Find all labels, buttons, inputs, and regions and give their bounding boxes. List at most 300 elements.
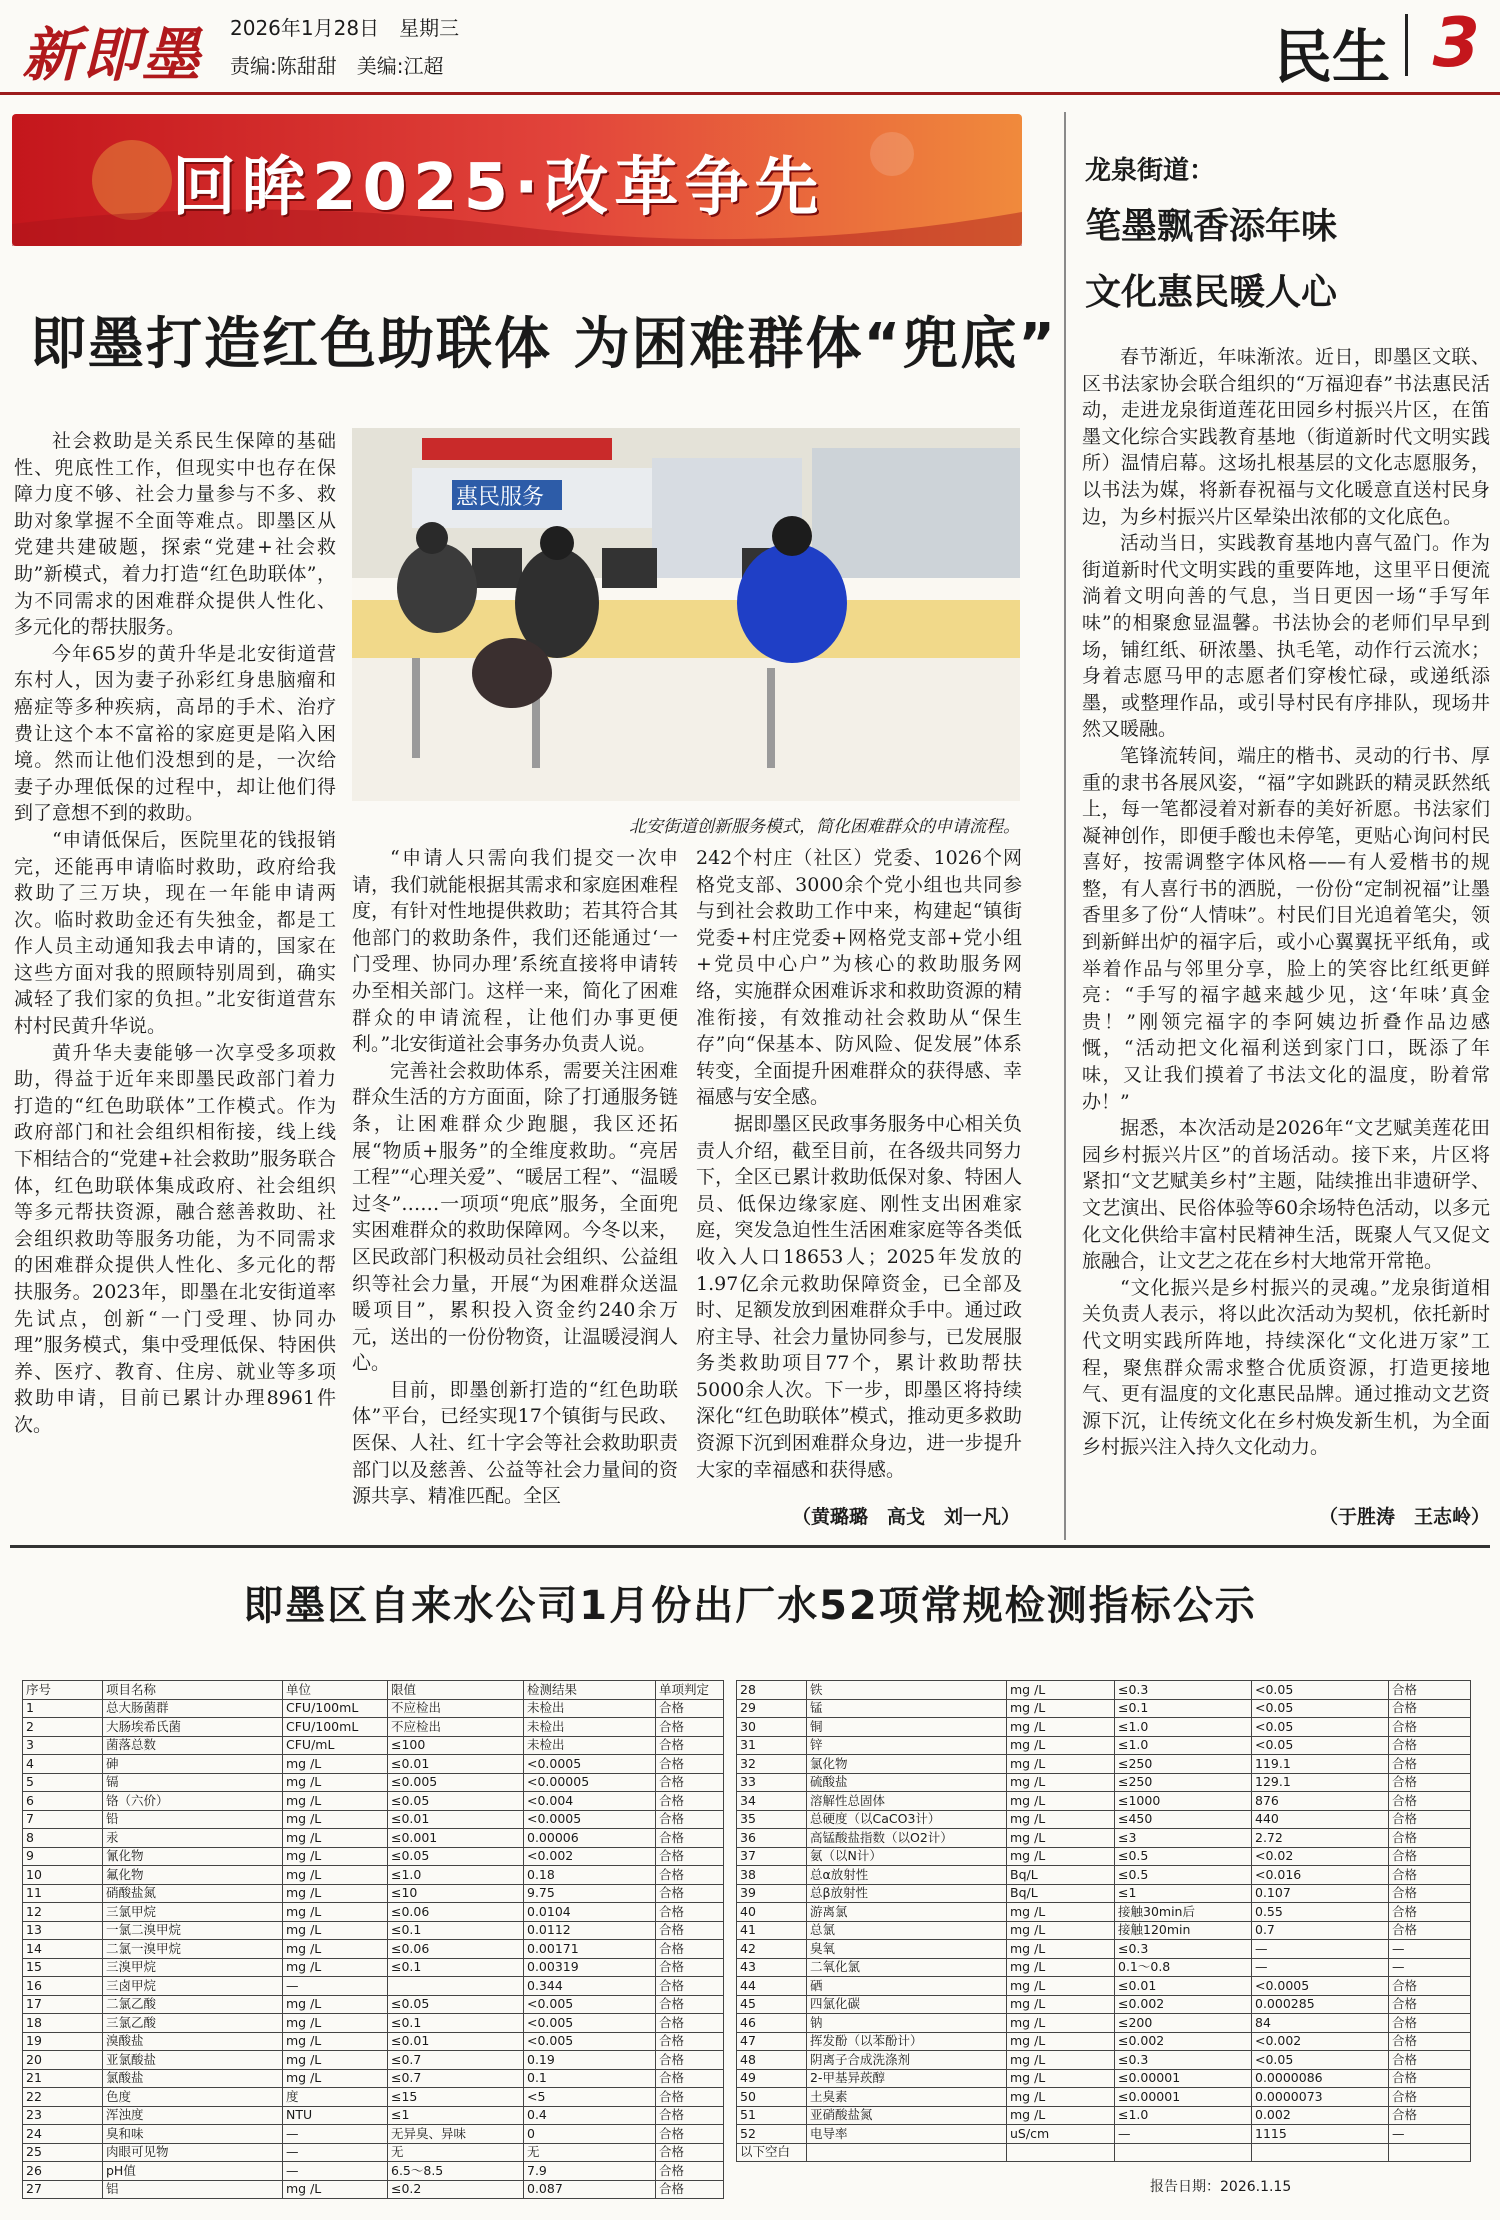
table-cell: ≤0.1 [388,1921,524,1940]
table-cell: <0.0005 [524,1810,656,1829]
table-row [737,2051,1471,2070]
table-cell: 13 [23,1921,103,1940]
water-table-left [22,1680,724,2199]
table-row [23,1921,724,1940]
table-cell: 5 [23,1773,103,1792]
table-cell: 色度 [103,2088,283,2107]
table-cell: <0.002 [524,1847,656,1866]
table-cell: mg /L [283,1829,388,1848]
table-cell: mg /L [1007,1755,1115,1774]
table-cell: 合格 [1389,1736,1471,1755]
table-cell: mg /L [1007,1681,1115,1700]
table-cell: 119.1 [1252,1755,1389,1774]
table-cell: 35 [737,1810,807,1829]
table-cell: <0.005 [524,2014,656,2033]
main-article-column-3 [696,845,1022,1483]
table-cell: 三溴甲烷 [103,1958,283,1977]
table-cell: ≤3 [1115,1829,1252,1848]
table-cell: 硝酸盐氮 [103,1884,283,1903]
paragraph: 社会救助是关系民生保障的基础性、兜底性工作，但现实中也存在保障力度不够、社会力量参与不多、救助对象掌握不全面等难点。即墨区从党建共建破题，探索“党建+社会救助”新模式，着力打造“红色助联体”，为不同需求的困难群众提供人性化、多元化的帮扶服务。 [14,430,336,639]
table-cell: 合格 [1389,1884,1471,1903]
table-row [737,1995,1471,2014]
table-cell: 48 [737,2051,807,2070]
table-cell: 总大肠菌群 [103,1699,283,1718]
table-cell: ≤100 [388,1736,524,1755]
table-row [737,1699,1471,1718]
table-cell: 镉 [103,1773,283,1792]
table-cell: ≤0.01 [388,2032,524,2051]
paragraph: “申请人只需向我们提交一次申请，我们就能根据其需求和家庭困难程度，有针对性地提供救助；若其符合其他部门的救助条件，我们还能通过‘一门受理、协同办理’系统直接将申请转办至相关部门。这样一来，简化了困难群众的申请流程，让他们办事更便利。”北安街道社会事务办负责人说。 [352,847,678,1056]
table-cell: <0.00005 [524,1773,656,1792]
table-cell: 440 [1252,1810,1389,1829]
table-cell: 15 [23,1958,103,1977]
table-cell: 高锰酸盐指数（以O2计） [807,1829,1007,1848]
water-quality-table-right [736,1680,1471,2162]
table-cell [1389,2143,1471,2162]
table-cell: 20 [23,2051,103,2070]
table-cell: 合格 [1389,2088,1471,2107]
table-cell: 合格 [656,1773,724,1792]
table-row [23,2032,724,2051]
table-cell: ≤0.05 [388,1847,524,1866]
table-cell: ≤1.0 [1115,2106,1252,2125]
table-row [737,1921,1471,1940]
table-cell: 合格 [1389,1755,1471,1774]
table-cell: 合格 [1389,1847,1471,1866]
table-cell: 合格 [1389,1681,1471,1700]
table-cell: CFU/100mL [283,1718,388,1737]
table-cell: 25 [23,2143,103,2162]
paragraph: 完善社会救助体系，需要关注困难群众生活的方方面面，除了打通服务链条，让困难群众少跑腿，我区还拓展“物质+服务”的全维度救助。“亮居工程”“心理关爱”、“暖居工程”、“温暖过冬”……一项项“兜底”服务，全面兜实困难群众的救助保障网。今冬以来，区民政部门积极动员社会组织、公益组织等社会力量，开展“为困难群众送温暖项目”，累积投入资金约240余万元，送出的一份份物资，让温暖浸润人心。 [352,1059,678,1375]
table-cell: mg /L [1007,2069,1115,2088]
table-cell: 三卤甲烷 [103,1977,283,1996]
table-cell: 合格 [1389,1773,1471,1792]
table-row [737,1773,1471,1792]
table-cell: ≤0.3 [1115,2051,1252,2070]
table-cell: 45 [737,1995,807,2014]
table-cell: ≤250 [1115,1773,1252,1792]
table-cell: 未检出 [524,1699,656,1718]
table-row [23,1847,724,1866]
table-cell: 0 [524,2125,656,2144]
table-cell: 砷 [103,1755,283,1774]
table-cell: 47 [737,2032,807,2051]
table-cell: 0.1 [524,2069,656,2088]
table-cell: ≤0.01 [388,1810,524,1829]
table-cell: CFU/100mL [283,1699,388,1718]
table-cell: 9 [23,1847,103,1866]
table-cell: NTU [283,2106,388,2125]
table-cell: ≤0.00001 [1115,2088,1252,2107]
table-cell: 合格 [1389,1977,1471,1996]
table-cell: 28 [737,1681,807,1700]
table-cell: Bq/L [1007,1884,1115,1903]
table-cell: 合格 [1389,2106,1471,2125]
main-headline: 即墨打造红色助联体 为困难群体“兜底” [30,312,1058,377]
table-row [23,1773,724,1792]
table-cell: mg /L [1007,1736,1115,1755]
table-cell: <0.05 [1252,1736,1389,1755]
table-cell: 铁 [807,1681,1007,1700]
table-cell: — [1115,2125,1252,2144]
table-cell: mg /L [1007,2032,1115,2051]
table-cell: 合格 [656,1940,724,1959]
table-cell: <0.016 [1252,1866,1389,1885]
banner-title: 回眸2025·改革争先 [172,151,825,225]
table-cell: 12 [23,1903,103,1922]
table-cell: — [1252,1958,1389,1977]
table-cell: 37 [737,1847,807,1866]
side-article-title-line-1: 笔墨飘香添年味 [1085,206,1338,247]
table-cell: 铝 [103,2180,283,2199]
table-cell: 46 [737,2014,807,2033]
table-cell: ≤1.0 [388,1866,524,1885]
table-cell: 30 [737,1718,807,1737]
table-cell: 876 [1252,1792,1389,1811]
table-row [737,2032,1471,2051]
table-row [23,2143,724,2162]
table-cell: mg /L [1007,1921,1115,1940]
table-cell: ≤0.002 [1115,2032,1252,2051]
main-article-column-1 [14,428,336,1439]
table-cell: 0.002 [1252,2106,1389,2125]
table-cell: 6 [23,1792,103,1811]
report-date: 报告日期：2026.1.15 [1150,2179,1292,2195]
table-cell: ≤0.1 [1115,1699,1252,1718]
table-cell: 总氯 [807,1921,1007,1940]
table-cell: 0.55 [1252,1903,1389,1922]
table-cell: 合格 [656,2180,724,2199]
table-cell: ≤0.001 [388,1829,524,1848]
table-row [737,1681,1471,1700]
table-cell: 3 [23,1736,103,1755]
table-cell: 合格 [656,1736,724,1755]
table-cell: 总β放射性 [807,1884,1007,1903]
table-cell: 0.087 [524,2180,656,2199]
table-cell: ≤0.01 [388,1755,524,1774]
table-cell: 二氯一溴甲烷 [103,1940,283,1959]
table-cell: <0.005 [524,1995,656,2014]
table-cell: 合格 [656,1995,724,2014]
photo-illustration [352,428,1020,801]
table-row [737,1940,1471,1959]
table-cell: mg /L [1007,2106,1115,2125]
table-row [23,2014,724,2033]
side-article-body [1082,344,1490,1461]
table-cell: 汞 [103,1829,283,1848]
table-cell: ≤250 [1115,1755,1252,1774]
table-cell: 合格 [656,2106,724,2125]
table-cell: 合格 [656,1699,724,1718]
table-cell: 合格 [656,1977,724,1996]
table-cell: 29 [737,1699,807,1718]
table-cell: 无 [388,2143,524,2162]
table-cell: — [283,2162,388,2181]
table-cell: 18 [23,2014,103,2033]
table-cell: 电导率 [807,2125,1007,2144]
table-cell: 溶解性总固体 [807,1792,1007,1811]
table-cell: ≤0.1 [388,1958,524,1977]
page-header [0,0,1500,95]
table-cell: 合格 [656,2125,724,2144]
table-cell: 游离氯 [807,1903,1007,1922]
table-cell: mg /L [1007,1977,1115,1996]
paragraph: 目前，即墨创新打造的“红色助联体”平台，已经实现17个镇街与民政、医保、人社、红十字会等社会救助职责部门以及慈善、公益等社会力量间的资源共享、精准匹配。全区 [352,1378,678,1508]
side-article-title-line-2: 文化惠民暖人心 [1085,272,1338,313]
table-cell: 19 [23,2032,103,2051]
table-cell: 1115 [1252,2125,1389,2144]
table-cell: 挥发酚（以苯酚计） [807,2032,1007,2051]
table-cell: 二氧化氯 [807,1958,1007,1977]
table-row [23,2051,724,2070]
table-cell: 土臭素 [807,2088,1007,2107]
table-cell: 合格 [656,1810,724,1829]
table-row [23,2162,724,2181]
table-cell: 阴离子合成洗涤剂 [807,2051,1007,2070]
table-cell: 27 [23,2180,103,2199]
water-table-right [736,1680,1471,2162]
table-cell: 38 [737,1866,807,1885]
table-row [23,2180,724,2199]
table-cell: 2 [23,1718,103,1737]
table-row [737,1866,1471,1885]
table-cell: 49 [737,2069,807,2088]
table-cell: <0.0005 [524,1755,656,1774]
table-cell: 三氯乙酸 [103,2014,283,2033]
table-cell: <0.05 [1252,2051,1389,2070]
table-cell: 合格 [656,2032,724,2051]
table-cell: <5 [524,2088,656,2107]
table-cell: 检测结果 [524,1681,656,1700]
table-cell: pH值 [103,2162,283,2181]
table-cell: 单位 [283,1681,388,1700]
table-row [23,1829,724,1848]
table-row [23,1995,724,2014]
table-cell: 0.0000073 [1252,2088,1389,2107]
table-cell: 臭和味 [103,2125,283,2144]
table-cell: 度 [283,2088,388,2107]
table-cell: ≤15 [388,2088,524,2107]
table-cell: ≤0.00001 [1115,2069,1252,2088]
photo-sign-text: 惠民服务 [456,485,545,510]
table-cell: 合格 [656,1792,724,1811]
table-cell: — [283,2143,388,2162]
table-cell: 菌落总数 [103,1736,283,1755]
paragraph: “文化振兴是乡村振兴的灵魂。”龙泉街道相关负责人表示，将以此次活动为契机，依托新时代文明实践所阵地，持续深化“文化进万家”工程，聚焦群众需求整合优质资源，打造更接地气、更有温度的文化惠民品牌。通过推动文艺资源下沉，让传统文化在乡村焕发新生机，为全面乡村振兴注入持久文化动力。 [1082,1276,1490,1459]
table-cell: mg /L [283,1866,388,1885]
section-divider-rule [10,1545,1490,1548]
table-cell: 23 [23,2106,103,2125]
table-cell: <0.05 [1252,1718,1389,1737]
table-cell: 52 [737,2125,807,2144]
table-cell: 6.5～8.5 [388,2162,524,2181]
table-cell: — [283,2125,388,2144]
table-cell: ≤200 [1115,2014,1252,2033]
table-cell: mg /L [1007,2088,1115,2107]
table-row [23,1866,724,1885]
table-cell: 硒 [807,1977,1007,1996]
table-row [737,2106,1471,2125]
table-cell: mg /L [283,2014,388,2033]
table-cell: ≤0.7 [388,2051,524,2070]
table-cell: — [1252,1940,1389,1959]
table-cell: 0.00171 [524,1940,656,1959]
table-cell: 单项判定 [656,1681,724,1700]
table-cell: ≤0.3 [1115,1681,1252,1700]
table-cell: mg /L [1007,1699,1115,1718]
table-cell: <0.004 [524,1792,656,1811]
main-article-column-2 [352,845,678,1510]
table-cell: 合格 [656,1903,724,1922]
table-cell: mg /L [283,1958,388,1977]
table-row [23,1940,724,1959]
table-row [23,2088,724,2107]
table-cell: ≤450 [1115,1810,1252,1829]
table-cell: ≤1 [1115,1884,1252,1903]
table-cell: 32 [737,1755,807,1774]
table-cell: 浑浊度 [103,2106,283,2125]
table-cell: 合格 [1389,1718,1471,1737]
table-cell: 合格 [656,1847,724,1866]
main-article-byline: （黄璐璐 高戈 刘一凡） [791,1506,1020,1528]
table-cell: uS/cm [1007,2125,1115,2144]
table-cell: 33 [737,1773,807,1792]
table-cell: 合格 [656,2162,724,2181]
table-cell: <0.002 [1252,2032,1389,2051]
paragraph: 活动当日，实践教育基地内喜气盈门。作为街道新时代文明实践的重要阵地，这里平日便流淌着文明向善的气息，当日更因一场“手写年味”的相聚愈显温馨。书法协会的老师们早早到场，铺红纸、研浓墨、执毛笔，动作行云流水；身着志愿马甲的志愿者们穿梭忙碌，或递纸添墨，或整理作品，或引导村民有序排队，现场井然又暖融。 [1082,532,1490,741]
table-cell: ≤0.5 [1115,1847,1252,1866]
table-row [737,2125,1471,2144]
table-cell: 合格 [1389,1829,1471,1848]
photo-caption: 北安街道创新服务模式，简化困难群众的申请流程。 [629,817,1020,837]
issue-date: 2026年1月28日 星期三 [230,16,460,40]
water-report-title: 即墨区自来水公司1月份出厂水52项常规检测指标公示 [243,1583,1257,1629]
table-cell: mg /L [283,2180,388,2199]
paragraph: 据悉，本次活动是2026年“文艺赋美莲花田园乡村振兴片区”的首场活动。接下来，片区将紧扣“文艺赋美乡村”主题，陆续推出非遗研学、文艺演出、民俗体验等60余场特色活动，以多元化文化供给丰富村民精神生活，既聚人气又促文旅融合，让文艺之花在乡村大地常开常艳。 [1082,1117,1490,1273]
table-cell: 合格 [1389,1792,1471,1811]
newspaper-logo: 新即墨 [22,21,203,89]
table-cell: mg /L [283,2069,388,2088]
paragraph: 今年65岁的黄升华是北安街道营东村人，因为妻子孙彩红身患脑瘤和癌症等多种疾病，高昂的手术、治疗费让这个本不富裕的家庭更是陷入困境。然而让他们没想到的是，一次给妻子办理低保的过程中，却让他们得到了意想不到的救助。 [14,642,336,825]
table-cell: mg /L [1007,1773,1115,1792]
table-cell: mg /L [1007,1940,1115,1959]
table-cell: 合格 [1389,2014,1471,2033]
table-row [737,1736,1471,1755]
table-cell: 21 [23,2069,103,2088]
table-cell: 锌 [807,1736,1007,1755]
table-cell: mg /L [1007,1903,1115,1922]
table-cell: 接触120min [1115,1921,1252,1940]
table-cell: 0.19 [524,2051,656,2070]
table-cell: mg /L [1007,1829,1115,1848]
table-row [23,2069,724,2088]
table-row [737,2143,1471,2162]
table-cell: mg /L [283,1810,388,1829]
table-cell: 0.7 [1252,1921,1389,1940]
table-cell: <0.05 [1252,1699,1389,1718]
table-cell: 合格 [1389,2032,1471,2051]
table-cell: 氟化物 [103,1866,283,1885]
table-cell: mg /L [1007,1792,1115,1811]
table-cell: 合格 [1389,1903,1471,1922]
table-cell: 合格 [1389,1866,1471,1885]
table-cell: 不应检出 [388,1699,524,1718]
table-cell: ≤0.05 [388,1792,524,1811]
table-cell: 50 [737,2088,807,2107]
table-cell: 10 [23,1866,103,1885]
table-cell [1115,2143,1252,2162]
table-cell: 0.000285 [1252,1995,1389,2014]
table-row [23,1903,724,1922]
table-cell: 未检出 [524,1718,656,1737]
table-cell: 氨（以N计） [807,1847,1007,1866]
table-cell: 合格 [656,1884,724,1903]
table-cell: 合格 [656,2051,724,2070]
table-row [23,1736,724,1755]
table-cell [807,2143,1007,2162]
table-cell: mg /L [283,2051,388,2070]
table-cell: 26 [23,2162,103,2181]
section-divider [1405,14,1408,76]
table-cell: 臭氧 [807,1940,1007,1959]
table-cell: ≤1.0 [1115,1736,1252,1755]
table-row [737,1903,1471,1922]
table-row [737,2088,1471,2107]
table-cell: ≤0.06 [388,1940,524,1959]
paragraph: 笔锋流转间，端庄的楷书、灵动的行书、厚重的隶书各展风姿，“福”字如跳跃的精灵跃然纸上，每一笔都浸着对新春的美好祈愿。书法家们凝神创作，即便手酸也未停笔，更贴心询问村民喜好，按需调整字体风格——有人爱楷书的规整，有人喜行书的洒脱，一份份“定制祝福”让墨香里多了份“人情味”。村民们目光追着笔尖，领到新鲜出炉的福字后，或小心翼翼抚平纸角，或举着作品与邻里分享，脸上的笑容比红纸更鲜亮：“手写的福字越来越少见，这‘年味’真金贵！”刚领完福字的李阿姨边折叠作品边感慨，“活动把文化福利送到家门口，既添了年味，又让我们摸着了书法文化的温度，盼着常办！” [1082,744,1490,1113]
table-cell: 0.00319 [524,1958,656,1977]
table-cell: 39 [737,1884,807,1903]
table-cell: CFU/mL [283,1736,388,1755]
table-cell [1252,2143,1389,2162]
table-cell: 合格 [656,1829,724,1848]
table-cell: mg /L [1007,1847,1115,1866]
table-cell: 7 [23,1810,103,1829]
page-number: 3 [1432,4,1480,83]
table-cell: 合格 [656,1718,724,1737]
table-cell: 合格 [656,1921,724,1940]
table-row [23,1958,724,1977]
table-cell: 11 [23,1884,103,1903]
table-cell [388,1977,524,1996]
table-cell: 0.1～0.8 [1115,1958,1252,1977]
table-cell: 4 [23,1755,103,1774]
table-cell: 合格 [656,1958,724,1977]
table-cell: 合格 [1389,1921,1471,1940]
table-cell: 0.107 [1252,1884,1389,1903]
series-banner [12,114,1022,246]
table-row [23,2106,724,2125]
table-cell: 84 [1252,2014,1389,2033]
table-cell: 0.00006 [524,1829,656,1848]
table-cell: 亚氯酸盐 [103,2051,283,2070]
table-cell: 总α放射性 [807,1866,1007,1885]
table-cell: 合格 [1389,1810,1471,1829]
table-cell: mg /L [283,1755,388,1774]
table-cell: mg /L [283,1903,388,1922]
table-cell: 合格 [1389,2069,1471,2088]
table-cell: 2.72 [1252,1829,1389,1848]
table-cell: ≤0.002 [1115,1995,1252,2014]
table-cell: 16 [23,1977,103,1996]
table-cell: 合格 [656,2088,724,2107]
table-cell: 氯化物 [807,1755,1007,1774]
table-cell: ≤1.0 [1115,1718,1252,1737]
table-cell: 铅 [103,1810,283,1829]
table-cell: 合格 [1389,1699,1471,1718]
table-cell: mg /L [283,1921,388,1940]
table-row [23,2125,724,2144]
